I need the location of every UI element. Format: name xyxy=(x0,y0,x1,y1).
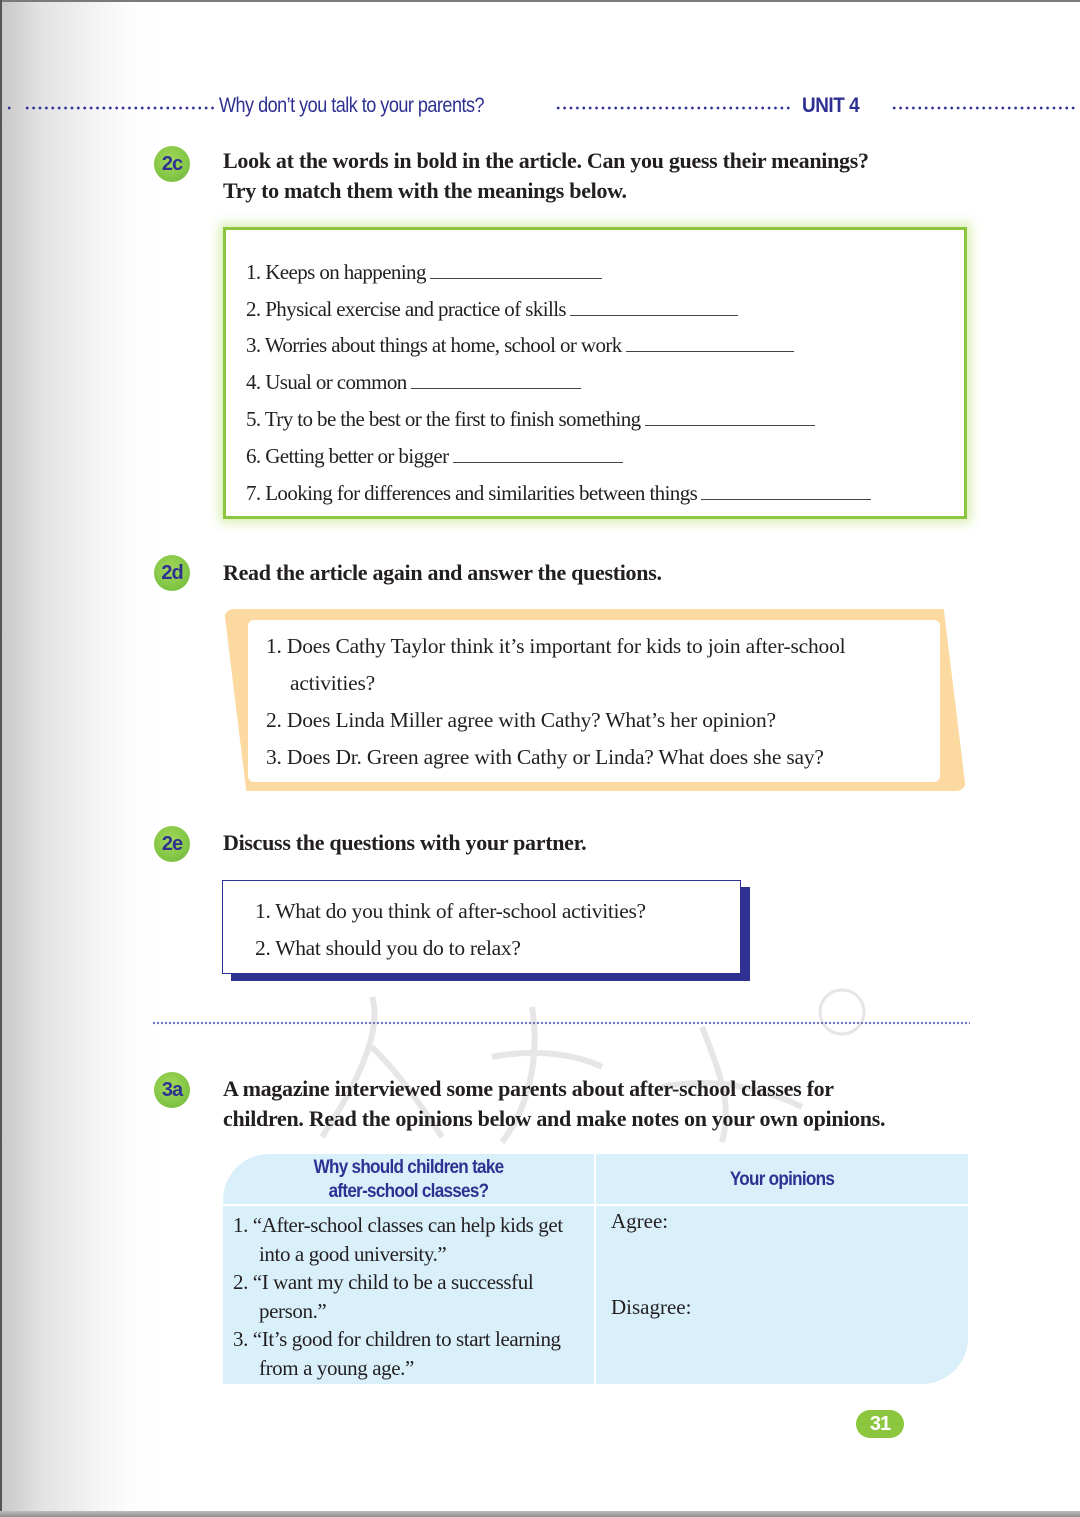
viewer-bottom-edge xyxy=(0,1511,1080,1517)
disagree-notes-field[interactable]: Disagree: xyxy=(611,1295,692,1319)
list-item: 1. Keeps on happening xyxy=(246,250,871,287)
chapter-title: Why don’t you talk to your parents? xyxy=(219,94,485,117)
meanings-list xyxy=(246,250,871,508)
answer-blank[interactable] xyxy=(570,315,738,316)
column-header-reasons: Why should children take after-school classes? xyxy=(313,1157,504,1202)
answer-blank[interactable] xyxy=(411,388,581,389)
matching-box-2c xyxy=(223,227,967,519)
list-item: 2. What should you do to relax? xyxy=(255,936,521,960)
instruction-2e: Discuss the questions with your partner. xyxy=(223,830,587,855)
textbook-page xyxy=(2,2,1080,1512)
instruction-line: children. Read the opinions below and make notes on your own opinions. xyxy=(223,1106,886,1131)
dot-leader xyxy=(24,106,214,110)
list-item: 1. What do you think of after-school activities? xyxy=(255,899,646,923)
discussion-box-2e xyxy=(222,880,741,974)
answer-blank[interactable] xyxy=(453,462,623,463)
list-item: 2. Does Linda Miller agree with Cathy? What’s her opinion? xyxy=(266,708,776,732)
list-item: 7. Looking for differences and similarities between things xyxy=(246,471,871,508)
table-row: 1. “After-school classes can help kids get into a good university.” xyxy=(233,1213,563,1266)
answer-blank[interactable] xyxy=(430,278,602,279)
table-row: 3. “It’s good for children to start learning from a young age.” xyxy=(233,1327,561,1380)
list-item: 1. Does Cathy Taylor think it’s important for kids to join after-school xyxy=(266,634,846,658)
running-head xyxy=(2,92,1080,122)
instruction-2d: Read the article again and answer the questions. xyxy=(223,560,662,585)
list-item: 2. Physical exercise and practice of skills xyxy=(246,287,871,324)
parent-opinions-list xyxy=(233,1211,593,1382)
list-item: 4. Usual or common xyxy=(246,360,871,397)
section-badge-2d: 2d xyxy=(154,555,190,591)
discussion-list xyxy=(255,893,646,967)
answer-blank[interactable] xyxy=(645,425,815,426)
column-divider xyxy=(594,1154,596,1384)
list-item: 3. Worries about things at home, school or work xyxy=(246,324,871,361)
questions-box-2d xyxy=(248,620,940,782)
instruction-line: Look at the words in bold in the article. Can you guess their meanings? xyxy=(223,148,869,173)
dot-leader xyxy=(6,106,12,110)
dot-leader xyxy=(555,106,793,110)
instruction-3a xyxy=(223,1074,885,1134)
list-item: 5. Try to be the best or the first to finish something xyxy=(246,397,871,434)
instruction-line: Try to match them with the meanings below. xyxy=(223,178,627,203)
unit-label: UNIT 4 xyxy=(802,94,860,117)
instruction-line: A magazine interviewed some parents about after-school classes for xyxy=(223,1076,834,1101)
page-number: 31 xyxy=(856,1410,904,1438)
answer-blank[interactable] xyxy=(626,351,794,352)
table-row: 2. “I want my child to be a successful person.” xyxy=(233,1270,534,1323)
section-divider xyxy=(152,1021,970,1025)
column-header-your-opinions: Your opinions xyxy=(729,1169,835,1190)
list-item: 6. Getting better or bigger xyxy=(246,434,871,471)
section-badge-2e: 2e xyxy=(154,826,190,862)
agree-notes-field[interactable]: Agree: xyxy=(611,1209,669,1233)
questions-list xyxy=(266,628,845,776)
instruction-2c xyxy=(223,146,869,206)
list-item: activities? xyxy=(290,671,375,695)
answer-blank[interactable] xyxy=(701,499,871,500)
opinions-table xyxy=(223,1154,968,1384)
section-badge-2c: 2c xyxy=(154,146,190,182)
dot-leader xyxy=(891,106,1077,110)
list-item: 3. Does Dr. Green agree with Cathy or Linda? What does she say? xyxy=(266,745,824,769)
section-badge-3a: 3a xyxy=(154,1072,190,1108)
